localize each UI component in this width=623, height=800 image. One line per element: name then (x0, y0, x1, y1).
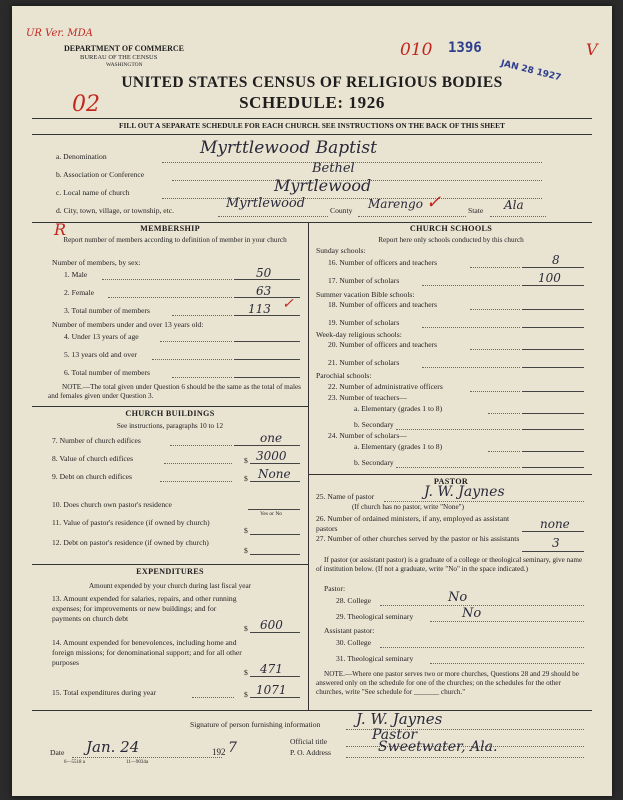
official-title-value[interactable]: Pastor (372, 727, 418, 743)
q23a-label: a. Elementary (grades 1 to 8) (354, 404, 443, 413)
buildings-sub: See instructions, paragraphs 10 to 12 (116, 422, 224, 430)
q14-dollar: $ (244, 668, 248, 677)
code-number: 1396 (448, 40, 482, 56)
q1-value[interactable]: 50 (256, 266, 272, 280)
q8-dollar: $ (244, 456, 248, 465)
signature-label: Signature of person furnishing information (190, 720, 321, 729)
members-by-sex-label: Number of members, by sex: (52, 258, 141, 267)
q7-value[interactable]: one (260, 431, 283, 445)
red-mark: 02 (72, 92, 100, 117)
q3-value[interactable]: 113 (248, 302, 271, 316)
date-stamp: JAN 28 1927 (499, 58, 562, 84)
q25-note: (If church has no pastor, write "None") (352, 503, 464, 511)
q1-label: 1. Male (64, 270, 88, 279)
q28-value[interactable]: No (448, 590, 468, 605)
yes-no-hint: Yes or No (260, 511, 283, 517)
assistant-sublabel: Assistant pastor: (324, 626, 375, 635)
q29-label: 29. Theological seminary (336, 612, 414, 621)
q25-value[interactable]: J. W. Jaynes (424, 484, 505, 500)
association-label: b. Association or Conference (56, 170, 145, 179)
q4-label: 4. Under 13 years of age (64, 332, 139, 341)
q10-label: 10. Does church own pastor's residence (52, 500, 172, 509)
state-value[interactable]: Ala (504, 198, 524, 212)
county-value[interactable]: Marengo (368, 197, 423, 211)
signature-value[interactable]: J. W. Jaynes (356, 710, 443, 728)
q15-value[interactable]: 1071 (256, 683, 287, 697)
q21-label: 21. Number of scholars (328, 358, 400, 367)
graduate-note: If pastor (or assistant pastor) is a graduate of a college or theological seminary, give name of institution below. (If not a graduate, write "No" in the space indicated.) (316, 556, 583, 573)
schedule-title: SCHEDULE: 1926 (239, 93, 385, 112)
local-name-label: c. Local name of church (56, 188, 130, 197)
r-mark: R (54, 220, 67, 239)
q26-label: 26. Number of ordained ministers, if any, employed as assistant pastors (316, 514, 510, 533)
county-label: County (330, 206, 353, 215)
q12-label: 12. Debt on pastor's residence (if owned by church) (52, 538, 209, 547)
q7-label: 7. Number of church edifices (52, 436, 141, 445)
pastor-note: NOTE.—Where one pastor serves two or more churches, Questions 28 and 29 should be answered only on the schedule for one of the churches; on the schedules for the other churches, write "See schedule for _______ church." (316, 670, 579, 696)
q9-label: 9. Debt on church edifices (52, 472, 132, 481)
date-value[interactable]: Jan. 24 (86, 738, 140, 756)
code-red: 010 (400, 40, 433, 60)
city-label: WASHINGTON (106, 62, 143, 68)
pastor-title: PASTOR (433, 477, 469, 486)
q11-label: 11. Value of pastor's residence (if owned by church) (52, 518, 210, 527)
membership-note: NOTE.—The total given under Question 6 should be the same as the total of males and females given under Question 3. (48, 383, 301, 400)
q5-label: 5. 13 years old and over (64, 350, 137, 359)
q13-label: 13. Amount expended for salaries, repairs, and other running expenses; for improvements or new buildings; and for payments on church debt (52, 594, 237, 623)
expenditures-title: EXPENDITURES (136, 567, 204, 576)
expenditures-sub: Amount expended by your church during last fiscal year (88, 582, 252, 590)
sunday-label: Sunday schools: (316, 246, 366, 255)
year-hand[interactable]: 7 (228, 740, 237, 756)
address-value[interactable]: Sweetwater, Ala. (378, 739, 498, 755)
q24b-label: b. Secondary (354, 458, 394, 467)
weekday-label: Week-day religious schools: (316, 330, 402, 339)
schools-sub: Report here only schools conducted by this church (378, 236, 524, 244)
department-label: DEPARTMENT OF COMMERCE (64, 44, 185, 53)
q8-value[interactable]: 3000 (256, 449, 287, 463)
membership-title: MEMBERSHIP (140, 224, 200, 233)
q8-label: 8. Value of church edifices (52, 454, 134, 463)
q14-label: 14. Amount expended for benevolences, including home and foreign missions; for denominational support; and for all other purposes (52, 638, 242, 667)
q22-label: 22. Number of administrative officers (328, 382, 443, 391)
association-value[interactable]: Bethel (312, 161, 355, 176)
bureau-label: BUREAU OF THE CENSUS (80, 54, 158, 61)
q27-label: 27. Number of other churches served by the pastor or his assistants (316, 534, 520, 543)
summer-label: Summer vacation Bible schools: (316, 290, 415, 299)
q11-dollar: $ (244, 526, 248, 535)
q27-value[interactable]: 3 (552, 536, 560, 550)
q3-label: 3. Total number of members (64, 306, 151, 315)
q26-value[interactable]: none (540, 517, 570, 531)
form-code-2: 11—9034a (126, 760, 149, 765)
denomination-label: a. Denomination (56, 152, 107, 161)
q19-label: 19. Number of scholars (328, 318, 400, 327)
q29-value[interactable]: No (462, 606, 482, 621)
q24-label: 24. Number of scholars— (328, 431, 407, 440)
q15-label: 15. Total expenditures during year (52, 688, 157, 697)
q17-value[interactable]: 100 (538, 271, 561, 285)
q24a-label: a. Elementary (grades 1 to 8) (354, 442, 443, 451)
q23-label: 23. Number of teachers— (328, 393, 407, 402)
form-code: 6—5518 a (64, 760, 85, 765)
q17-label: 17. Number of scholars (328, 276, 400, 285)
q13-dollar: $ (244, 624, 248, 633)
city-town-label: d. City, town, village, or township, etc. (56, 206, 175, 215)
check-mark: V (586, 40, 598, 59)
q3-check: ✓ (282, 296, 294, 312)
q13-value[interactable]: 600 (260, 618, 283, 632)
q18-label: 18. Number of officers and teachers (328, 300, 438, 309)
q15-dollar: $ (244, 690, 248, 699)
q16-label: 16. Number of officers and teachers (328, 258, 438, 267)
schools-title: CHURCH SCHOOLS (409, 224, 493, 233)
membership-intro: Report number of members according to definition of member in your church (63, 236, 287, 244)
q28-label: 28. College (336, 596, 372, 605)
pastor-sublabel: Pastor: (324, 584, 346, 593)
denomination-value[interactable]: Myrttlewood Baptist (200, 138, 377, 158)
address-label: P. O. Address (290, 748, 331, 757)
q16-value[interactable]: 8 (552, 253, 560, 267)
form-title: UNITED STATES CENSUS OF RELIGIOUS BODIES (121, 74, 503, 91)
q9-value[interactable]: None (258, 467, 291, 481)
q6-label: 6. Total number of members (64, 368, 151, 377)
age-head: Number of members under and over 13 years old: (52, 320, 204, 329)
q23b-label: b. Secondary (354, 420, 394, 429)
county-check: ✓ (426, 192, 442, 213)
q31-label: 31. Theological seminary (336, 654, 414, 663)
q12-dollar: $ (244, 546, 248, 555)
q20-label: 20. Number of officers and teachers (328, 340, 438, 349)
stamp-topleft: UR Ver. MDA (26, 28, 93, 39)
q25-label: 25. Name of pastor (316, 492, 375, 501)
q14-value[interactable]: 471 (260, 662, 283, 676)
q9-dollar: $ (244, 474, 248, 483)
official-title-label: Official title (290, 737, 328, 746)
date-label: Date (50, 748, 65, 757)
state-label: State (468, 206, 484, 215)
q2-value[interactable]: 63 (256, 284, 272, 298)
city-town-value[interactable]: Myrtlewood (226, 196, 306, 211)
buildings-title: CHURCH BUILDINGS (125, 409, 215, 418)
parochial-label: Parochial schools: (316, 371, 372, 380)
census-schedule-sheet (12, 6, 612, 796)
year-printed: 192 (212, 747, 226, 757)
q30-label: 30. College (336, 638, 372, 647)
local-name-value[interactable]: Myrtlewood (274, 176, 372, 195)
instructions-line: FILL OUT A SEPARATE SCHEDULE FOR EACH CHURCH. SEE INSTRUCTIONS ON THE BACK OF THIS SHEET (119, 121, 505, 130)
q2-label: 2. Female (64, 288, 94, 297)
